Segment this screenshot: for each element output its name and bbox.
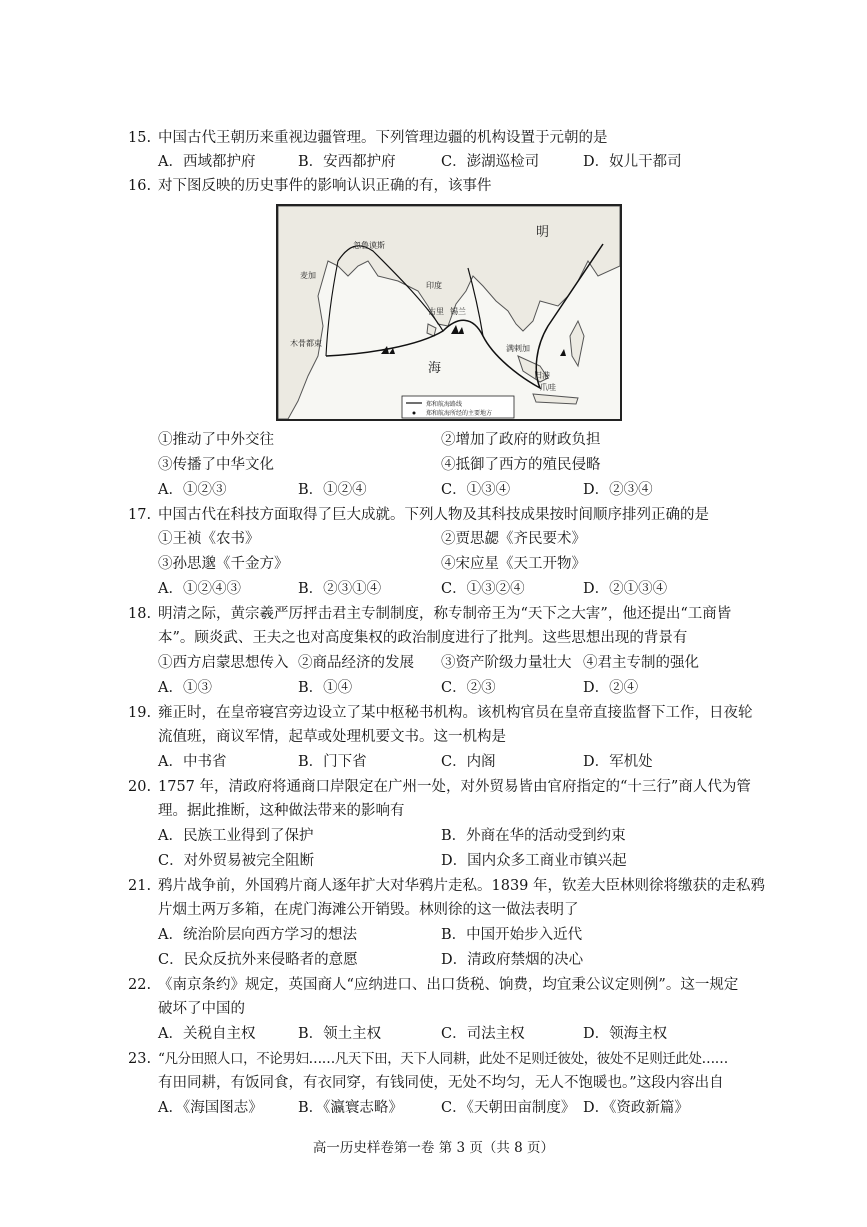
map-label-malacca: 满剌加 — [506, 344, 530, 353]
question-23-stem-line-2: 有田同耕，有饭同食，有衣同穿，有钱同使，无处不均匀，无人不饱暖也。”这段内容出自 — [158, 1075, 724, 1091]
question-22-stem-line-2: 破坏了中国的 — [158, 1001, 245, 1017]
q19-option-a: A．中书省 — [158, 754, 227, 770]
question-16-number: 16. — [128, 178, 152, 194]
q16-statement-4: ④抵御了西方的殖民侵略 — [441, 457, 601, 473]
question-19-stem-line-1: 雍正时，在皇帝寝宫旁边设立了某中枢秘书机构。该机构官员在皇帝直接监督下工作，日夜轮 — [158, 705, 753, 721]
q18-statement-4: ④君主专制的强化 — [583, 655, 699, 671]
question-18-stem-line-1: 明清之际，黄宗羲严厉抨击君主专制制度，称专制帝王为“天下之大害”，他还提出“工商皆 — [158, 606, 732, 622]
question-19-stem-line-2: 流值班，商议军情，起草或处理机要文书。这一机构是 — [158, 729, 506, 745]
q17-statement-3: ③孙思邈《千金方》 — [158, 556, 289, 572]
q16-statement-1: ①推动了中外交往 — [158, 432, 274, 448]
q16-statement-3: ③传播了中华文化 — [158, 457, 274, 473]
question-23-number: 23. — [128, 1051, 152, 1067]
question-15-number: 15. — [128, 130, 152, 146]
question-15-stem: 中国古代王朝历来重视边疆管理。下列管理边疆的机构设置于元朝的是 — [158, 130, 608, 146]
q15-option-a: A．西域都护府 — [158, 154, 256, 170]
q22-option-d: D．领海主权 — [583, 1026, 668, 1042]
question-18-stem-line-2: 本”。顾炎武、王夫之也对高度集权的政治制度进行了批判。这些思想出现的背景有 — [158, 630, 688, 646]
question-21-stem-line-2: 片烟土两万多箱，在虎门海滩公开销毁。林则徐的这一做法表明了 — [158, 902, 579, 918]
map-label-guli: 古里 — [428, 307, 444, 316]
zheng-he-voyage-map — [276, 204, 622, 421]
map-label-mogadishu: 木骨都束 — [290, 339, 322, 348]
q17-statement-1: ①王祯《农书》 — [158, 531, 260, 547]
q18-statement-2: ②商品经济的发展 — [298, 655, 414, 671]
q22-option-a: A．关税自主权 — [158, 1026, 256, 1042]
question-20-stem-line-1: 1757 年，清政府将通商口岸限定在广州一处，对外贸易皆由官府指定的“十三行”商人代为管 — [158, 779, 751, 795]
question-23-stem-line-1: “凡分田照人口，不论男妇……凡天下田，天下人同耕，此处不足则迁彼处，彼处不足则迁此处…… — [158, 1051, 728, 1067]
question-21-number: 21. — [128, 878, 152, 894]
question-18-number: 18. — [128, 606, 152, 622]
q15-option-b: B．安西都护府 — [298, 154, 396, 170]
question-22-number: 22. — [128, 977, 152, 993]
map-label-ming: 明 — [536, 225, 550, 240]
q18-statement-1: ①西方启蒙思想传入 — [158, 655, 289, 671]
question-20-stem-line-2: 理。据此推断，这种做法带来的影响有 — [158, 803, 405, 819]
q20-option-d: D．国内众多工商业市镇兴起 — [441, 853, 627, 869]
q21-option-b: B．中国开始步入近代 — [441, 927, 583, 943]
q23-option-b: B．《瀛寰志略》 — [298, 1100, 403, 1116]
legend-route-label: 郑和航海路线 — [426, 401, 463, 408]
q16-statement-2: ②增加了政府的财政负担 — [441, 432, 601, 448]
map-label-hormuz: 忽鲁谟斯 — [353, 241, 385, 250]
map-label-ceylon: 锡兰 — [450, 307, 466, 316]
q18-statement-3: ③资产阶级力量壮大 — [441, 655, 572, 671]
q21-option-c: C．民众反抗外来侵略者的意愿 — [158, 952, 358, 968]
q19-option-d: D．军机处 — [583, 754, 653, 770]
q17-option-a: A．①②④③ — [158, 581, 241, 597]
q19-option-c: C．内阁 — [441, 754, 496, 770]
q18-option-b: B．①④ — [298, 680, 353, 696]
question-17-number: 17. — [128, 507, 152, 523]
q20-option-c: C．对外贸易被完全阻断 — [158, 853, 315, 869]
map-label-java: 爪哇 — [540, 383, 556, 392]
q17-option-b: B．②③①④ — [298, 581, 382, 597]
q17-statement-4: ④宋应星《天工开物》 — [441, 556, 586, 572]
q16-option-a: A．①②③ — [158, 482, 227, 498]
q22-option-b: B．领土主权 — [298, 1026, 382, 1042]
map-label-india: 印度 — [426, 281, 442, 290]
map-label-mecca: 麦加 — [300, 271, 316, 280]
question-19-number: 19. — [128, 705, 152, 721]
question-20-number: 20. — [128, 779, 152, 795]
q17-option-c: C．①③②④ — [441, 581, 525, 597]
q17-option-d: D．②①③④ — [583, 581, 668, 597]
q15-option-c: C．澎湖巡检司 — [441, 154, 540, 170]
q20-option-a: A．民族工业得到了保护 — [158, 828, 314, 844]
question-22-stem-line-1: 《南京条约》规定，英国商人“应纳进口、出口货税、饷费，均宜秉公议定则例”。这一规定 — [158, 977, 739, 993]
q21-option-d: D．清政府禁烟的决心 — [441, 952, 584, 968]
map-label-palembang: 旧港 — [534, 371, 550, 380]
q23-option-a: A．《海国图志》 — [158, 1100, 263, 1116]
q18-option-a: A．①③ — [158, 680, 212, 696]
q16-option-d: D．②③④ — [583, 482, 653, 498]
question-16-stem: 对下图反映的历史事件的影响认识正确的有，该事件 — [158, 178, 492, 194]
q17-statement-2: ②贾思勰《齐民要术》 — [441, 531, 586, 547]
map-label-sea: 海 — [428, 361, 442, 376]
page-footer: 高一历史样卷第一卷 第 3 页（共 8 页） — [312, 1140, 555, 1156]
q19-option-b: B．门下省 — [298, 754, 367, 770]
q15-option-d: D．奴儿干都司 — [583, 154, 682, 170]
q16-option-b: B．①②④ — [298, 482, 367, 498]
q23-option-d: D．《资政新篇》 — [583, 1100, 689, 1116]
question-17-stem: 中国古代在科技方面取得了巨大成就。下列人物及其科技成果按时间顺序排列正确的是 — [158, 507, 709, 523]
q22-option-c: C．司法主权 — [441, 1026, 525, 1042]
q18-option-d: D．②④ — [583, 680, 639, 696]
question-21-stem-line-1: 鸦片战争前，外国鸦片商人逐年扩大对华鸦片走私。1839 年，钦差大臣林则徐将缴获的走私鸦 — [158, 878, 766, 894]
q16-option-c: C．①③④ — [441, 482, 511, 498]
q18-option-c: C．②③ — [441, 680, 496, 696]
q21-option-a: A．统治阶层向西方学习的想法 — [158, 927, 357, 943]
legend-places-label: 郑和航海所经的主要地方 — [426, 410, 493, 417]
q23-option-c: C．《天朝田亩制度》 — [441, 1100, 576, 1116]
q20-option-b: B．外商在华的活动受到约束 — [441, 828, 626, 844]
